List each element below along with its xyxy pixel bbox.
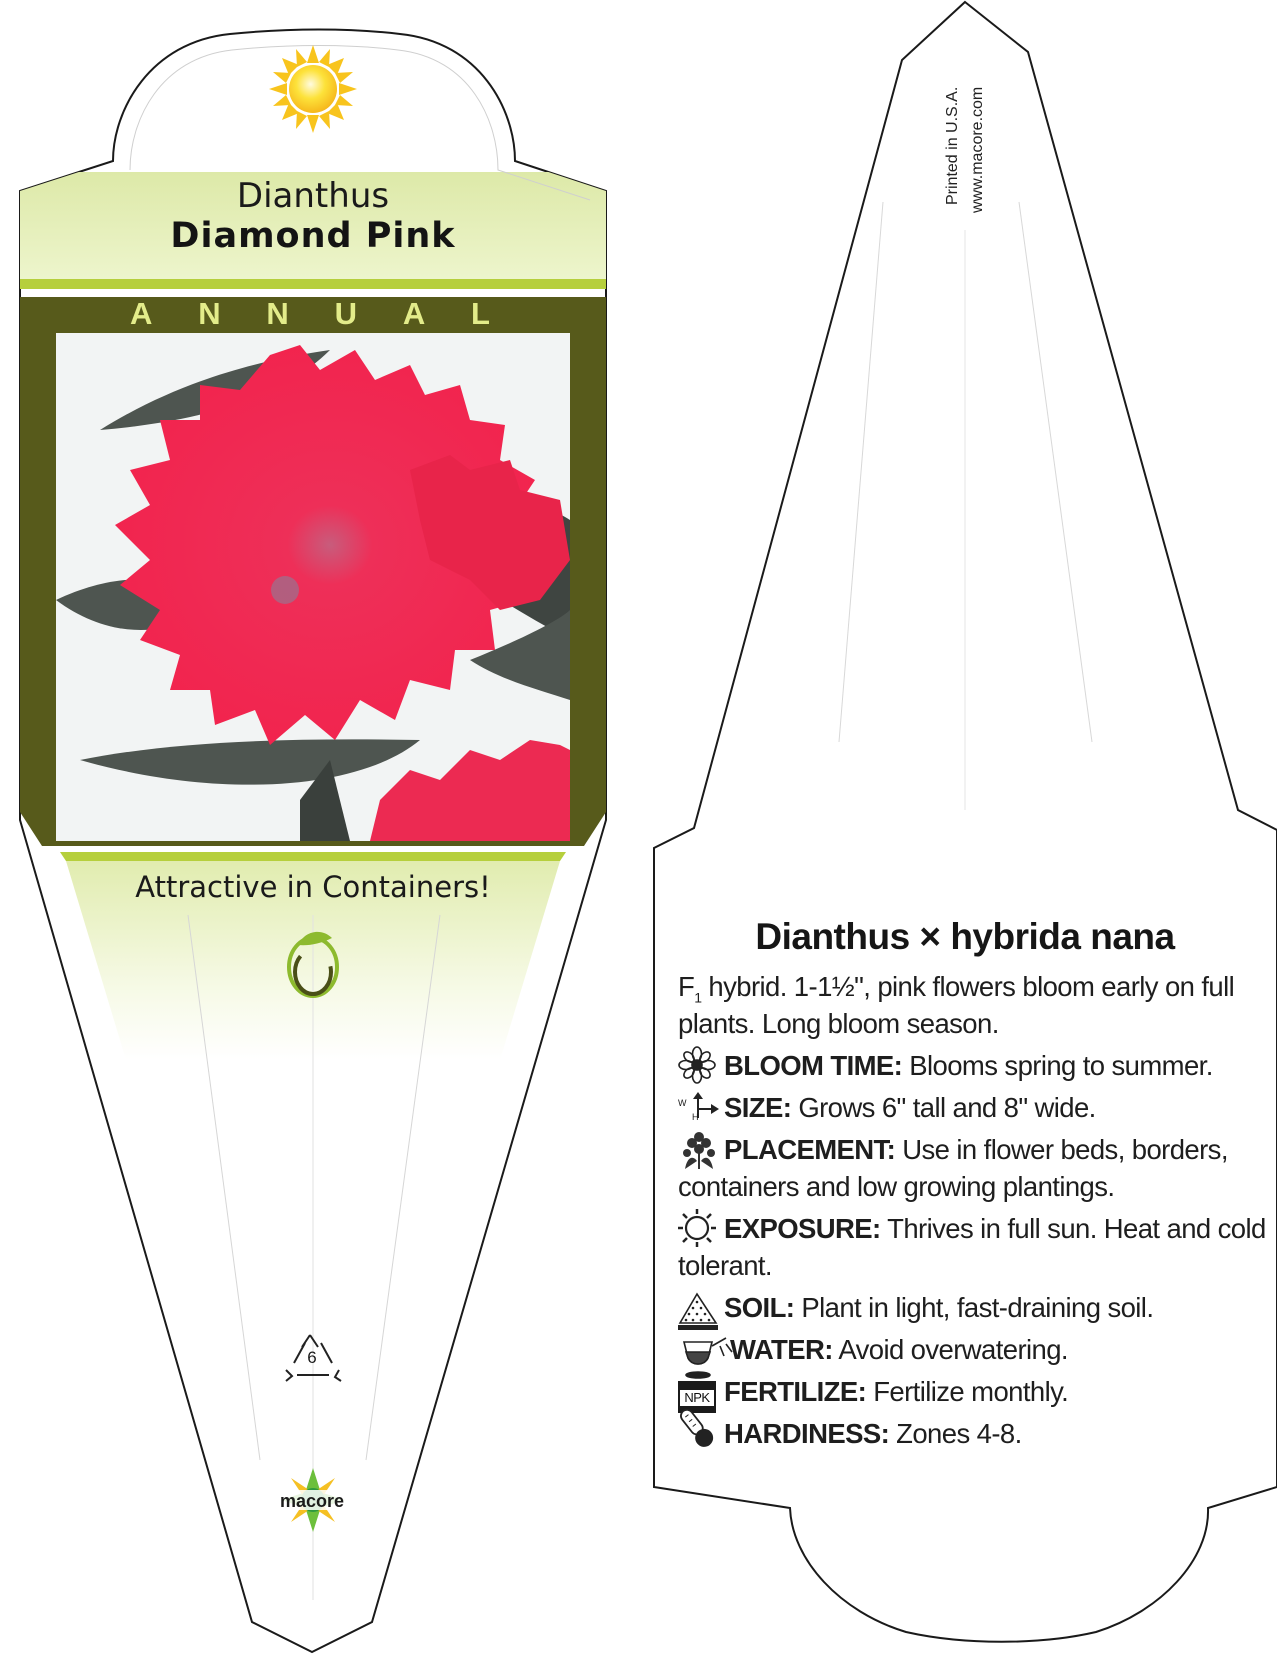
fertilize-text: Fertilize monthly.: [866, 1376, 1069, 1407]
type-letter: A: [402, 296, 426, 331]
type-letter: N: [266, 296, 289, 331]
hardiness-label: HARDINESS:: [724, 1418, 890, 1449]
lime-stripe-top: [20, 279, 606, 289]
placement-text-1: Use in flower beds, borders,: [895, 1134, 1228, 1165]
intro-text-1: hybrid. 1-1½", pink flowers bloom early on full: [701, 971, 1235, 1002]
tagline: Attractive in Containers!: [135, 870, 491, 904]
type-letter: L: [471, 296, 490, 331]
size-icon-w: W: [678, 1098, 687, 1108]
placement-row: [724, 1131, 1228, 1168]
intro-line-2: plants. Long bloom season.: [678, 1008, 999, 1039]
size-text: Grows 6" tall and 8" wide.: [791, 1092, 1096, 1123]
placement-line-2: containers and low growing plantings.: [678, 1171, 1115, 1202]
flower-photo: [56, 333, 570, 841]
bloom-time-label: BLOOM TIME:: [724, 1050, 903, 1081]
hardiness-text: Zones 4-8.: [889, 1418, 1022, 1449]
exposure-label: EXPOSURE:: [724, 1213, 881, 1244]
type-letter: U: [334, 296, 357, 331]
f1-prefix: F: [678, 971, 695, 1002]
type-letter: N: [198, 296, 221, 331]
fertilize-row: [724, 1373, 1068, 1410]
f1-subscript: 1: [694, 989, 702, 1006]
placement-label: PLACEMENT:: [724, 1134, 896, 1165]
lime-stripe-bottom: [60, 852, 566, 861]
brand-wordmark: macore: [279, 1491, 345, 1511]
size-label: SIZE:: [724, 1092, 792, 1123]
botanical-name-heading: Dianthus × hybrida nana: [755, 916, 1175, 957]
fertilize-label: FERTILIZE:: [724, 1376, 867, 1407]
size-icon-h: H: [692, 1112, 699, 1122]
hardiness-row: [724, 1415, 1022, 1452]
soil-row: [724, 1289, 1153, 1326]
plant-genus-title: Dianthus: [236, 176, 390, 216]
soil-label: SOIL:: [724, 1292, 795, 1323]
bloom-time-row: [724, 1047, 1213, 1084]
recycle-number: 6: [307, 1348, 317, 1367]
printed-in-usa: Printed in U.S.A.: [944, 86, 961, 205]
bloom-time-text: Blooms spring to summer.: [902, 1050, 1213, 1081]
water-text: Avoid overwatering.: [832, 1334, 1068, 1365]
water-row: [730, 1331, 1068, 1368]
type-letter: A: [130, 296, 153, 331]
size-row: [724, 1089, 1096, 1126]
sun-icon: [269, 45, 357, 133]
npk-icon-label: NPK: [684, 1390, 710, 1405]
exposure-text-1: Thrives in full sun. Heat and cold: [880, 1213, 1266, 1244]
plant-type-label: [130, 296, 490, 332]
soil-text: Plant in light, fast-draining soil.: [794, 1292, 1154, 1323]
exposure-row: [724, 1210, 1266, 1247]
water-label: WATER:: [730, 1334, 833, 1365]
website: www.macore.com: [969, 86, 986, 213]
plant-variety-title: Diamond Pink: [170, 216, 456, 256]
exposure-line-2: tolerant.: [678, 1250, 772, 1281]
